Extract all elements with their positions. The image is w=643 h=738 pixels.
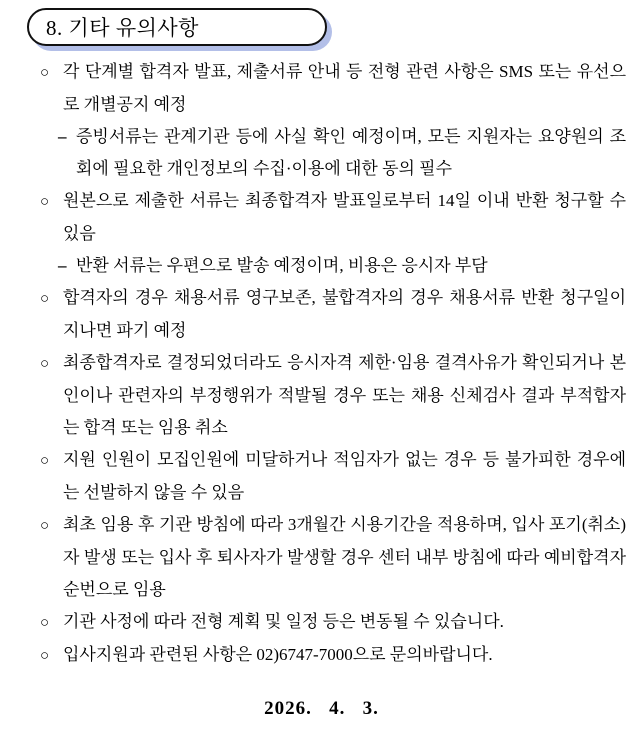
list-item-text: 최초 임용 후 기관 방침에 따라 3개월간 시용기간을 적용하며, 입사 포기(취소)자 발생 또는 입사 후 퇴사자가 발생할 경우 센터 내부 방침에 따라 예비합격자 순번으로 임용 (63, 515, 626, 599)
list-item-text: 증빙서류는 관계기관 등에 사실 확인 예정이며, 모든 지원자는 요양원의 조회에 필요한 개인정보의 수집·이용에 대한 동의 필수 (76, 127, 626, 178)
circle-bullet-marker: ○ (40, 356, 50, 372)
list-item-text: 기관 사정에 따라 전형 계획 및 일정 등은 변동될 수 있습니다. (63, 612, 504, 631)
circle-bullet-marker: ○ (40, 518, 50, 534)
circle-bullet-marker: ○ (40, 65, 50, 81)
circle-bullet-marker: ○ (40, 194, 50, 210)
dash-marker: – (58, 127, 67, 146)
list-item (40, 56, 626, 121)
list-item-text: 입사지원과 관련된 사항은 02)6747-7000으로 문의바랍니다. (63, 645, 493, 664)
list-item (40, 347, 626, 444)
circle-bullet-marker: ○ (40, 453, 50, 469)
sub-list-item (40, 121, 626, 185)
list-item-text: 반환 서류는 우편으로 발송 예정이며, 비용은 응시자 부담 (76, 256, 488, 275)
circle-bullet-marker: ○ (40, 615, 50, 631)
list-item-text: 합격자의 경우 채용서류 영구보존, 불합격자의 경우 채용서류 반환 청구일이 지나면 파기 예정 (63, 288, 626, 340)
section-title-box (27, 8, 327, 46)
list-item (40, 444, 626, 509)
list-item (40, 509, 626, 606)
sub-list-item (40, 250, 626, 282)
circle-bullet-marker: ○ (40, 291, 50, 307)
list-item-text: 지원 인원이 모집인원에 미달하거나 적임자가 없는 경우 등 불가피한 경우에는 선발하지 않을 수 있음 (63, 450, 626, 502)
list-item-text: 각 단계별 합격자 발표, 제출서류 안내 등 전형 관련 사항은 SMS 또는 유선으로 개별공지 예정 (63, 62, 626, 114)
section-title: 8. 기타 유의사항 (46, 16, 199, 40)
list-item (40, 606, 626, 639)
list-item (40, 639, 626, 672)
list-item (40, 282, 626, 347)
list-item-text: 원본으로 제출한 서류는 최종합격자 발표일로부터 14일 이내 반환 청구할 수 있음 (63, 191, 626, 243)
date-line: 2026. 4. 3. (264, 698, 379, 719)
dash-marker: – (58, 256, 67, 275)
circle-bullet-marker: ○ (40, 648, 50, 664)
notes-list (40, 56, 626, 672)
list-item-text: 최종합격자로 결정되었더라도 응시자격 제한·임용 결격사유가 확인되거나 본인이나 관련자의 부정행위가 적발될 경우 또는 채용 신체검사 결과 부적합자는 합격 또는 임용 취소 (63, 353, 626, 437)
list-item (40, 185, 626, 250)
